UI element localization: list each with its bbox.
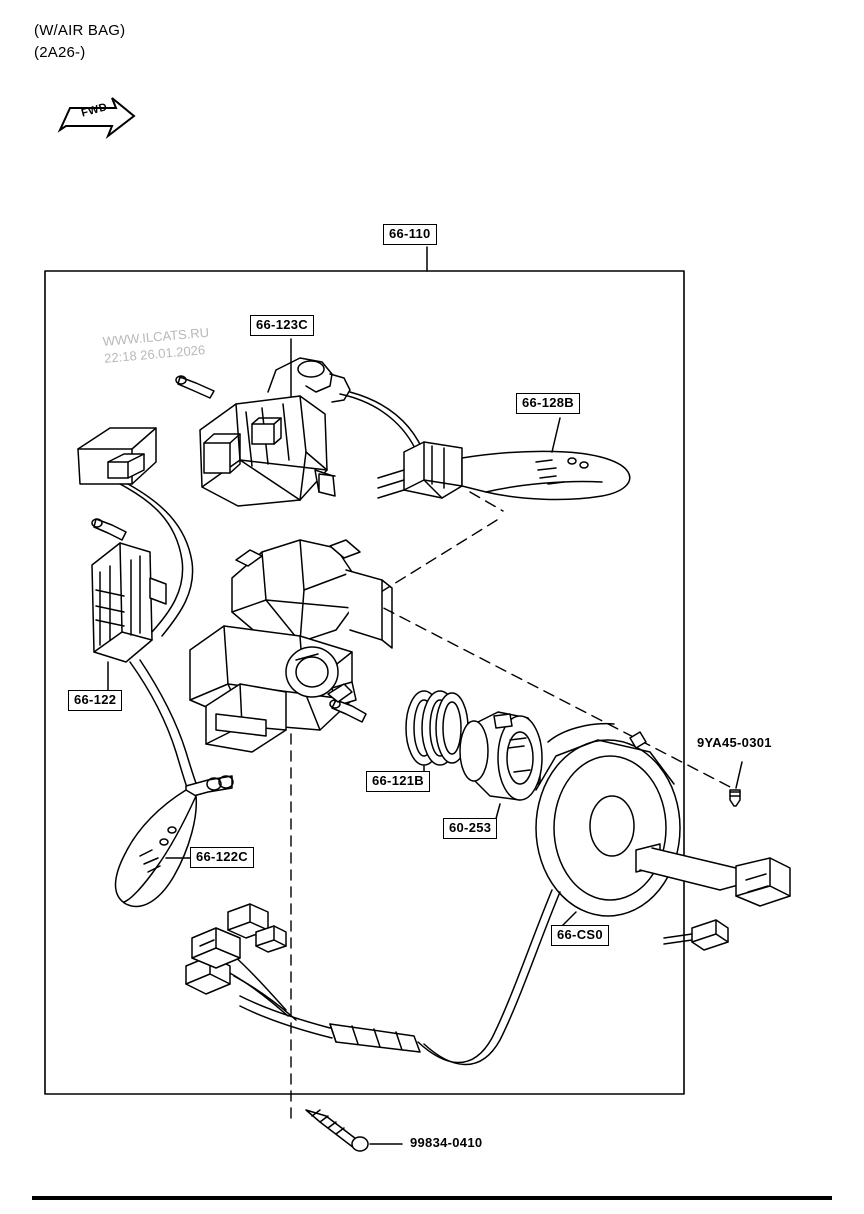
header-line-1: (W/AIR BAG) [34, 22, 126, 39]
callout-66-122[interactable]: 66-122 [68, 690, 122, 711]
watermark-line-1: WWW.ILCATS.RU [102, 324, 210, 349]
callout-66-110[interactable]: 66-110 [383, 224, 437, 245]
fwd-arrow-label: FWD [80, 101, 109, 120]
watermark-line-2: 22:18 26.01.2026 [103, 342, 206, 366]
callout-66-CS0[interactable]: 66-CS0 [551, 925, 609, 946]
callout-66-123C[interactable]: 66-123C [250, 315, 314, 336]
callout-66-128B[interactable]: 66-128B [516, 393, 580, 414]
header-line-2: (2A26-) [34, 44, 86, 61]
callout-66-122C[interactable]: 66-122C [190, 847, 254, 868]
callout-66-121B[interactable]: 66-121B [366, 771, 430, 792]
callout-99834-0410[interactable]: 99834-0410 [410, 1135, 483, 1150]
footer-rule [32, 1196, 832, 1200]
callout-9YA45-0301[interactable]: 9YA45-0301 [697, 735, 772, 750]
callout-60-253[interactable]: 60-253 [443, 818, 497, 839]
